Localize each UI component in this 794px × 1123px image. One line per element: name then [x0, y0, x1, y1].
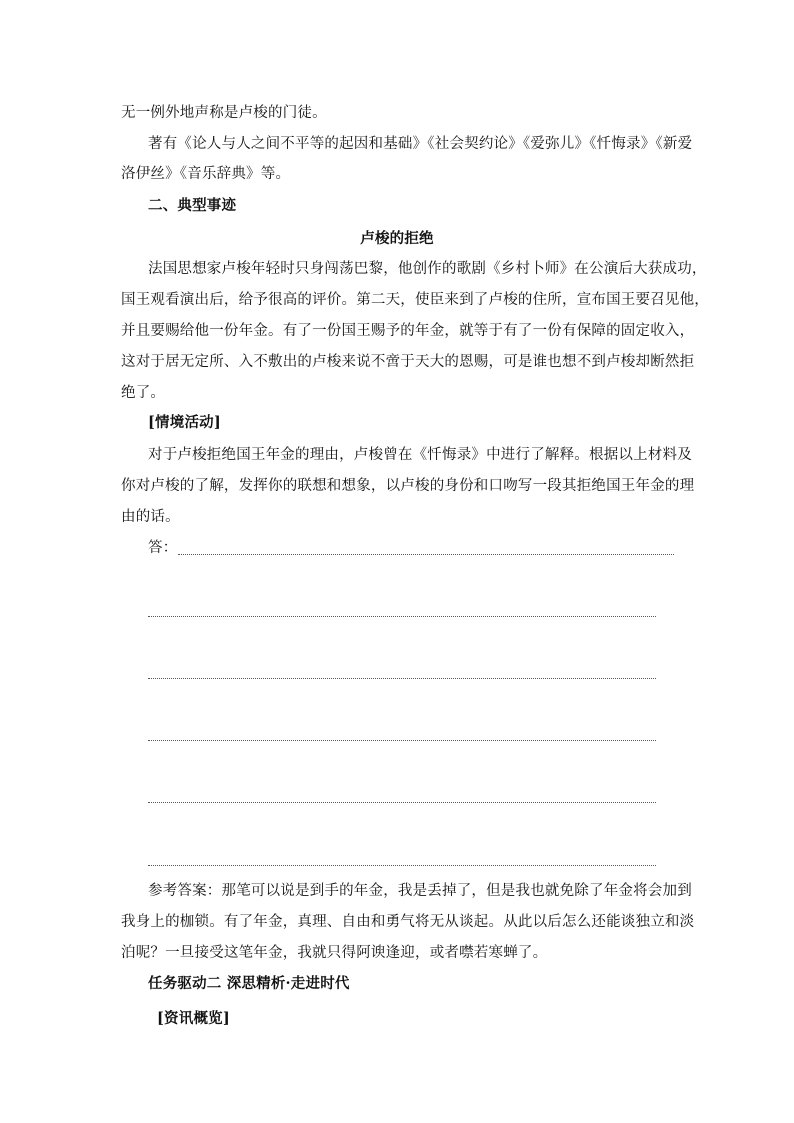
- paragraph-line: 国王观看演出后，给予很高的评价。第二天，使臣来到了卢梭的住所，宣布国王要召见他，: [121, 292, 709, 308]
- reference-answer-line: 参考答案：那笔可以说是到手的年金，我是丢掉了，但是我也就免除了年金将会加到: [148, 883, 692, 899]
- answer-line[interactable]: [148, 740, 656, 741]
- answer-line[interactable]: [148, 616, 656, 617]
- reference-answer-line: 我身上的枷锁。有了年金，真理、自由和勇气将无从谈起。从此以后怎么还能谈独立和淡: [121, 914, 695, 930]
- answer-line[interactable]: [148, 865, 656, 866]
- section-heading: 二、典型事迹: [148, 197, 237, 214]
- answer-label: 答：: [148, 540, 178, 556]
- paragraph-line: 这对于居无定所、入不敷出的卢梭来说不啻于天大的恩赐，可是谁也想不到卢梭却断然拒: [121, 354, 695, 370]
- paragraph-line: 法国思想家卢梭年轻时只身闯荡巴黎，他创作的歌剧《乡村卜师》在公演后大获成功，: [148, 261, 707, 277]
- answer-line[interactable]: [178, 554, 674, 555]
- paragraph-line: 你对卢梭的了解，发挥你的联想和想象，以卢梭的身份和口吻写一段其拒绝国王年金的理: [121, 478, 695, 494]
- paragraph-line: 著有《论人与人之间不平等的起因和基础》《社会契约论》《爱弥儿》《忏悔录》《新爱: [148, 136, 693, 152]
- paragraph-line: 洛伊丝》《音乐辞典》等。: [121, 166, 291, 182]
- info-label: [资讯概览]: [157, 1010, 230, 1027]
- paragraph-line: 对于卢梭拒绝国王年金的理由，卢梭曾在《忏悔录》中进行了解释。根据以上材料及: [148, 447, 692, 463]
- answer-line[interactable]: [148, 678, 656, 679]
- story-title: 卢梭的拒绝: [360, 230, 434, 247]
- reference-answer-line: 泊呢？一旦接受这笔年金，我就只得阿谀逢迎，或者噤若寒蝉了。: [121, 945, 548, 961]
- paragraph-line: 由的话。: [121, 509, 180, 525]
- paragraph-line: 绝了。: [121, 385, 166, 401]
- paragraph-line: 并且要赐给他一份年金。有了一份国王赐予的年金，就等于有了一份有保障的固定收入，: [121, 323, 695, 339]
- activity-label: [情境活动]: [148, 414, 221, 431]
- paragraph-line: 无一例外地声称是卢梭的门徒。: [121, 105, 327, 121]
- task-heading: 任务驱动二 深思精析·走进时代: [148, 975, 350, 992]
- answer-line[interactable]: [148, 802, 656, 803]
